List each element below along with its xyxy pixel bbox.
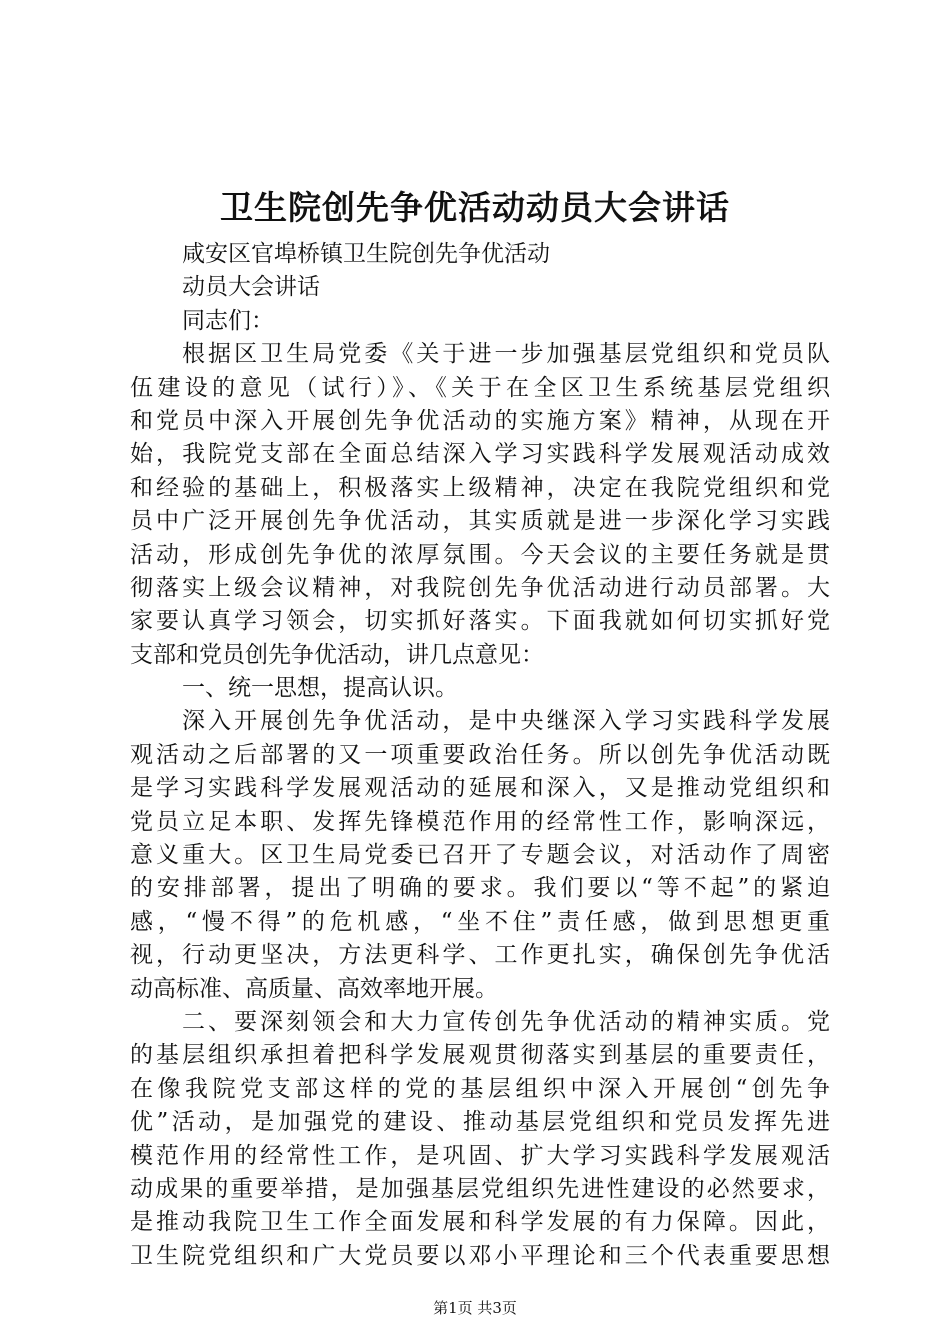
- text-line: 视，行动更坚决，方法更科学、工作更扎实，确保创先争优活: [130, 942, 830, 969]
- text-line: 深入开展创先争优活动，是中央继深入学习实践科学发展: [182, 708, 830, 735]
- text-line: 活动，形成创先争优的浓厚氛围。今天会议的主要任务就是贯: [130, 541, 830, 568]
- text-line: 和党员中深入开展创先争优活动的实施方案》精神，从现在开: [130, 407, 830, 434]
- text-line: 同志们：: [182, 307, 274, 334]
- text-line: 在像我院党支部这样的党的基层组织中深入开展创“创先争: [130, 1075, 830, 1102]
- text-line: 伍建设的意见（试行）》、《关于在全区卫生系统基层党组织: [130, 374, 830, 401]
- text-line: 根据区卫生局党委《关于进一步加强基层党组织和党员队: [182, 341, 830, 368]
- text-line: 动高标准、高质量、高效率地开展。: [130, 975, 498, 1002]
- text-line: 意义重大。区卫生局党委已召开了专题会议，对活动作了周密: [130, 842, 830, 869]
- text-line: 卫生院党组织和广大党员要以邓小平理论和三个代表重要思想: [130, 1242, 830, 1269]
- text-line: 支部和党员创先争优活动，讲几点意见：: [130, 641, 544, 668]
- text-line: 一、统一思想，提高认识。: [182, 675, 458, 702]
- text-line: 动成果的重要举措，是加强基层党组织先进性建设的必然要求，: [130, 1175, 830, 1202]
- text-line: 是推动我院卫生工作全面发展和科学发展的有力保障。因此，: [130, 1209, 830, 1236]
- text-line: 员中广泛开展创先争优活动，其实质就是进一步深化学习实践: [130, 508, 830, 535]
- text-line: 彻落实上级会议精神，对我院创先争优活动进行动员部署。大: [130, 574, 830, 601]
- text-line: 咸安区官埠桥镇卫生院创先争优活动: [182, 241, 550, 267]
- text-line: 党员立足本职、发挥先锋模范作用的经常性工作，影响深远，: [130, 808, 830, 835]
- text-line: 的安排部署，提出了明确的要求。我们要以“等不起”的紧迫: [130, 875, 830, 902]
- text-line: 观活动之后部署的又一项重要政治任务。所以创先争优活动既: [130, 741, 830, 768]
- text-line: 家要认真学习领会，切实抓好落实。下面我就如何切实抓好党: [130, 608, 830, 635]
- text-line: 模范作用的经常性工作，是巩固、扩大学习实践科学发展观活: [130, 1142, 830, 1169]
- text-line: 优”活动，是加强党的建设、推动基层党组织和党员发挥先进: [130, 1109, 830, 1136]
- document-title: 卫生院创先争优活动动员大会讲话: [220, 188, 730, 227]
- text-line: 动员大会讲话: [182, 274, 320, 301]
- text-line: 二、要深刻领会和大力宣传创先争优活动的精神实质。党: [182, 1008, 830, 1035]
- text-line: 感，“慢不得”的危机感，“坐不住”责任感，做到思想更重: [130, 908, 830, 935]
- document-body: [130, 238, 830, 1273]
- text-line: 是学习实践科学发展观活动的延展和深入，又是推动党组织和: [130, 775, 830, 802]
- page-footer: 第1页 共3页: [433, 1299, 517, 1317]
- text-line: 和经验的基础上，积极落实上级精神，决定在我院党组织和党: [130, 474, 830, 501]
- text-line: 始，我院党支部在全面总结深入学习实践科学发展观活动成效: [130, 441, 830, 468]
- text-line: 的基层组织承担着把科学发展观贯彻落实到基层的重要责任，: [130, 1042, 830, 1069]
